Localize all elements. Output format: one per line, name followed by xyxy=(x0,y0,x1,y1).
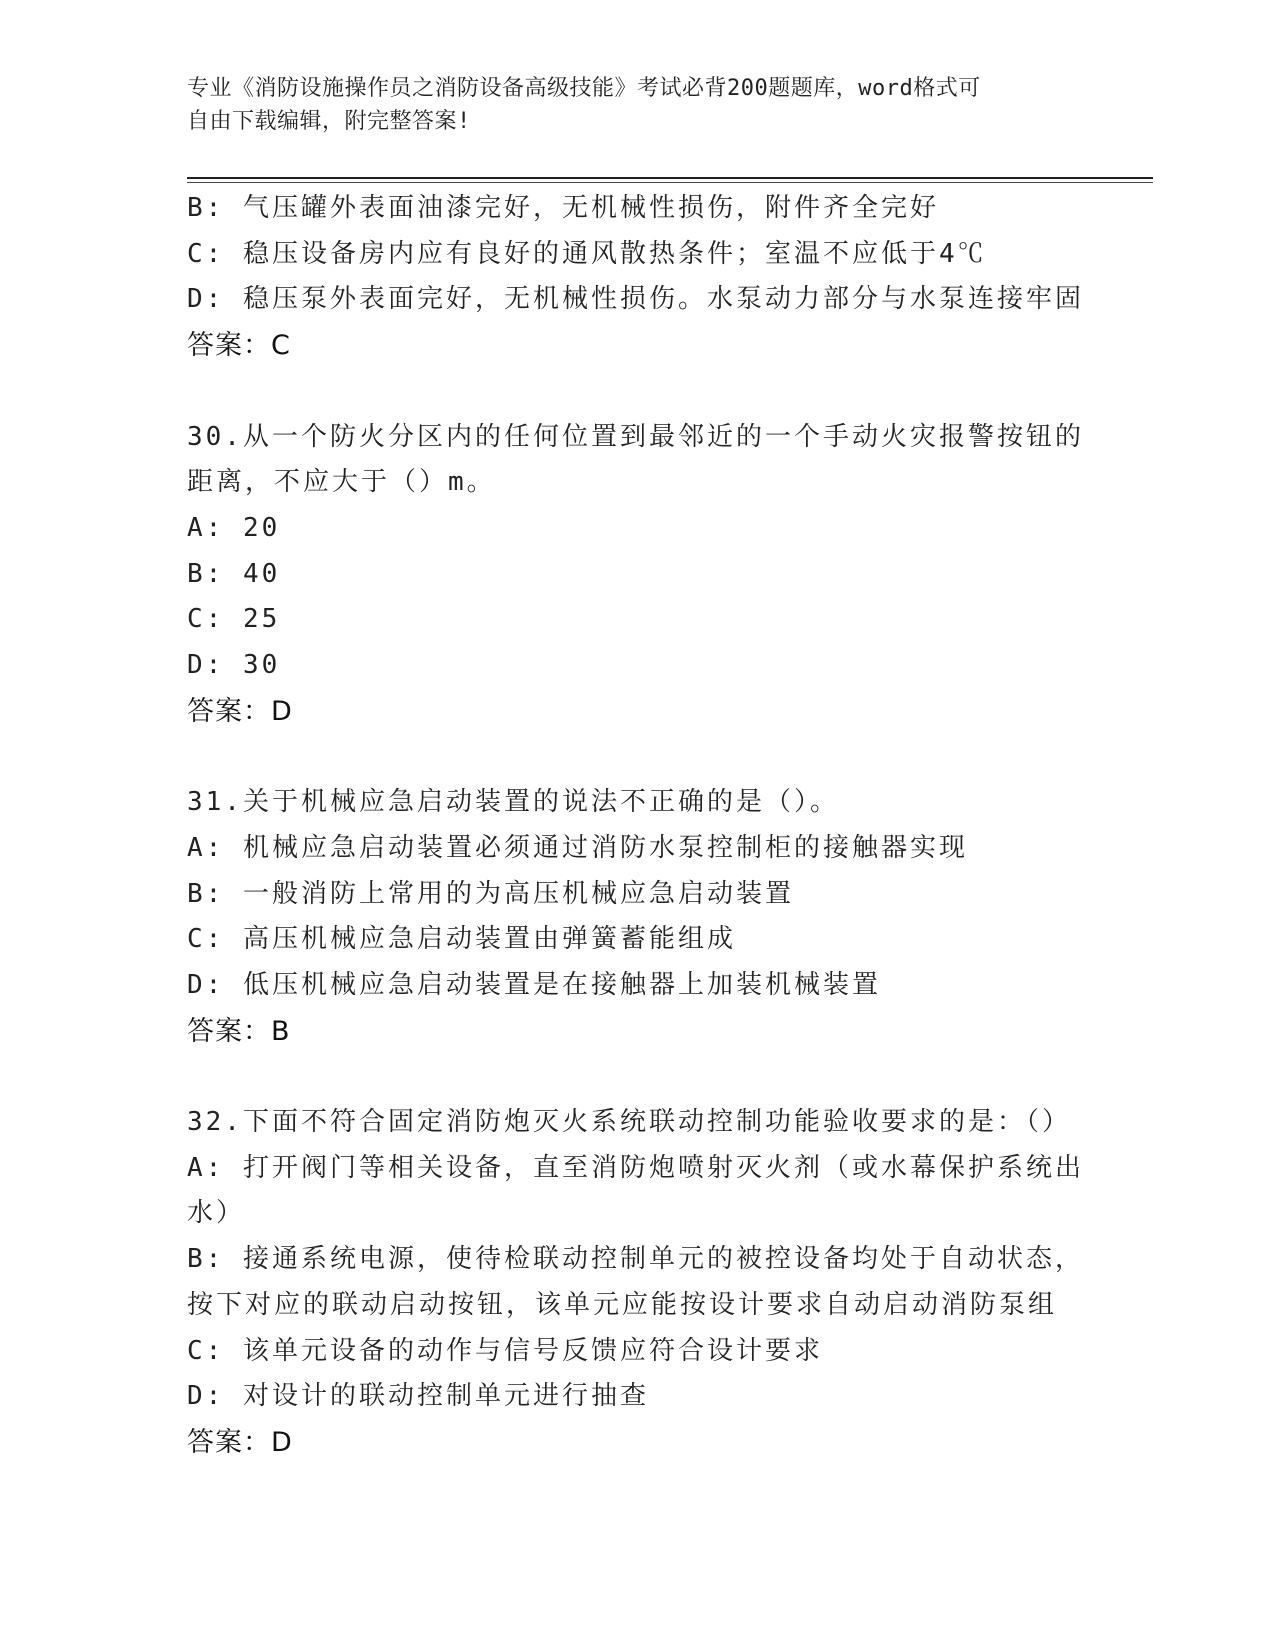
option-a-line-2: 水） xyxy=(187,1198,246,1229)
option-a-line-1: A: 打开阀门等相关设备，直至消防炮喷射灭火剂（或水幕保护系统出 xyxy=(187,1152,1084,1183)
answer: 答案：C xyxy=(187,330,291,362)
question-stem-line-1: 30.从一个防火分区内的任何位置到最邻近的一个手动火灾报警按钮的 xyxy=(187,421,1084,452)
question-32 xyxy=(187,1100,1087,1466)
option-a: A: 20 xyxy=(187,512,281,543)
question-stem: 31.关于机械应急启动装置的说法不正确的是（）。 xyxy=(187,787,839,818)
option-c: C: 稳压设备房内应有良好的通风散热条件；室温不应低于4℃ xyxy=(187,238,987,269)
option-b: B: 40 xyxy=(187,558,281,589)
answer: 答案：B xyxy=(187,1015,291,1047)
answer: 答案：D xyxy=(187,695,293,727)
option-c: C: 25 xyxy=(187,604,281,635)
spacer xyxy=(187,1054,1087,1100)
spacer xyxy=(187,369,1087,415)
option-d: D: 30 xyxy=(187,650,281,681)
question-29-continued xyxy=(187,186,1087,369)
option-b: B: 气压罐外表面油漆完好，无机械性损伤，附件齐全完好 xyxy=(187,193,939,223)
document-header xyxy=(187,72,1087,138)
header-rule-thin xyxy=(187,182,1153,183)
question-stem-line-2: 距离，不应大于（）m。 xyxy=(187,467,496,498)
header-line-2: 自由下载编辑，附完整答案! xyxy=(187,109,471,134)
header-rule-thick xyxy=(187,177,1153,179)
question-stem: 32.下面不符合固定消防炮灭火系统联动控制功能验收要求的是：（） xyxy=(187,1107,1071,1138)
question-list xyxy=(187,186,1087,1466)
option-a: A: 机械应急启动装置必须通过消防水泵控制柜的接触器实现 xyxy=(187,832,968,863)
option-d: D: 稳压泵外表面完好，无机械性损伤。水泵动力部分与水泵连接牢固 xyxy=(187,284,1084,315)
header-line-1: 专业《消防设施操作员之消防设备高级技能》考试必背200题题库，word格式可 xyxy=(187,76,981,101)
option-c: C: 该单元设备的动作与信号反馈应符合设计要求 xyxy=(187,1335,823,1366)
option-b-line-2: 按下对应的联动启动按钮，该单元应能按设计要求自动启动消防泵组 xyxy=(187,1289,1058,1320)
question-30 xyxy=(187,415,1087,735)
option-d: D: 对设计的联动控制单元进行抽查 xyxy=(187,1381,649,1412)
option-b-line-1: B: 接通系统电源，使待检联动控制单元的被控设备均处于自动状态， xyxy=(187,1244,1084,1275)
spacer xyxy=(187,734,1087,780)
question-31 xyxy=(187,780,1087,1054)
option-c: C: 高压机械应急启动装置由弹簧蓄能组成 xyxy=(187,924,736,955)
option-d: D: 低压机械应急启动装置是在接触器上加装机械装置 xyxy=(187,969,881,1000)
answer: 答案：D xyxy=(187,1426,293,1458)
option-b: B: 一般消防上常用的为高压机械应急启动装置 xyxy=(187,878,794,909)
